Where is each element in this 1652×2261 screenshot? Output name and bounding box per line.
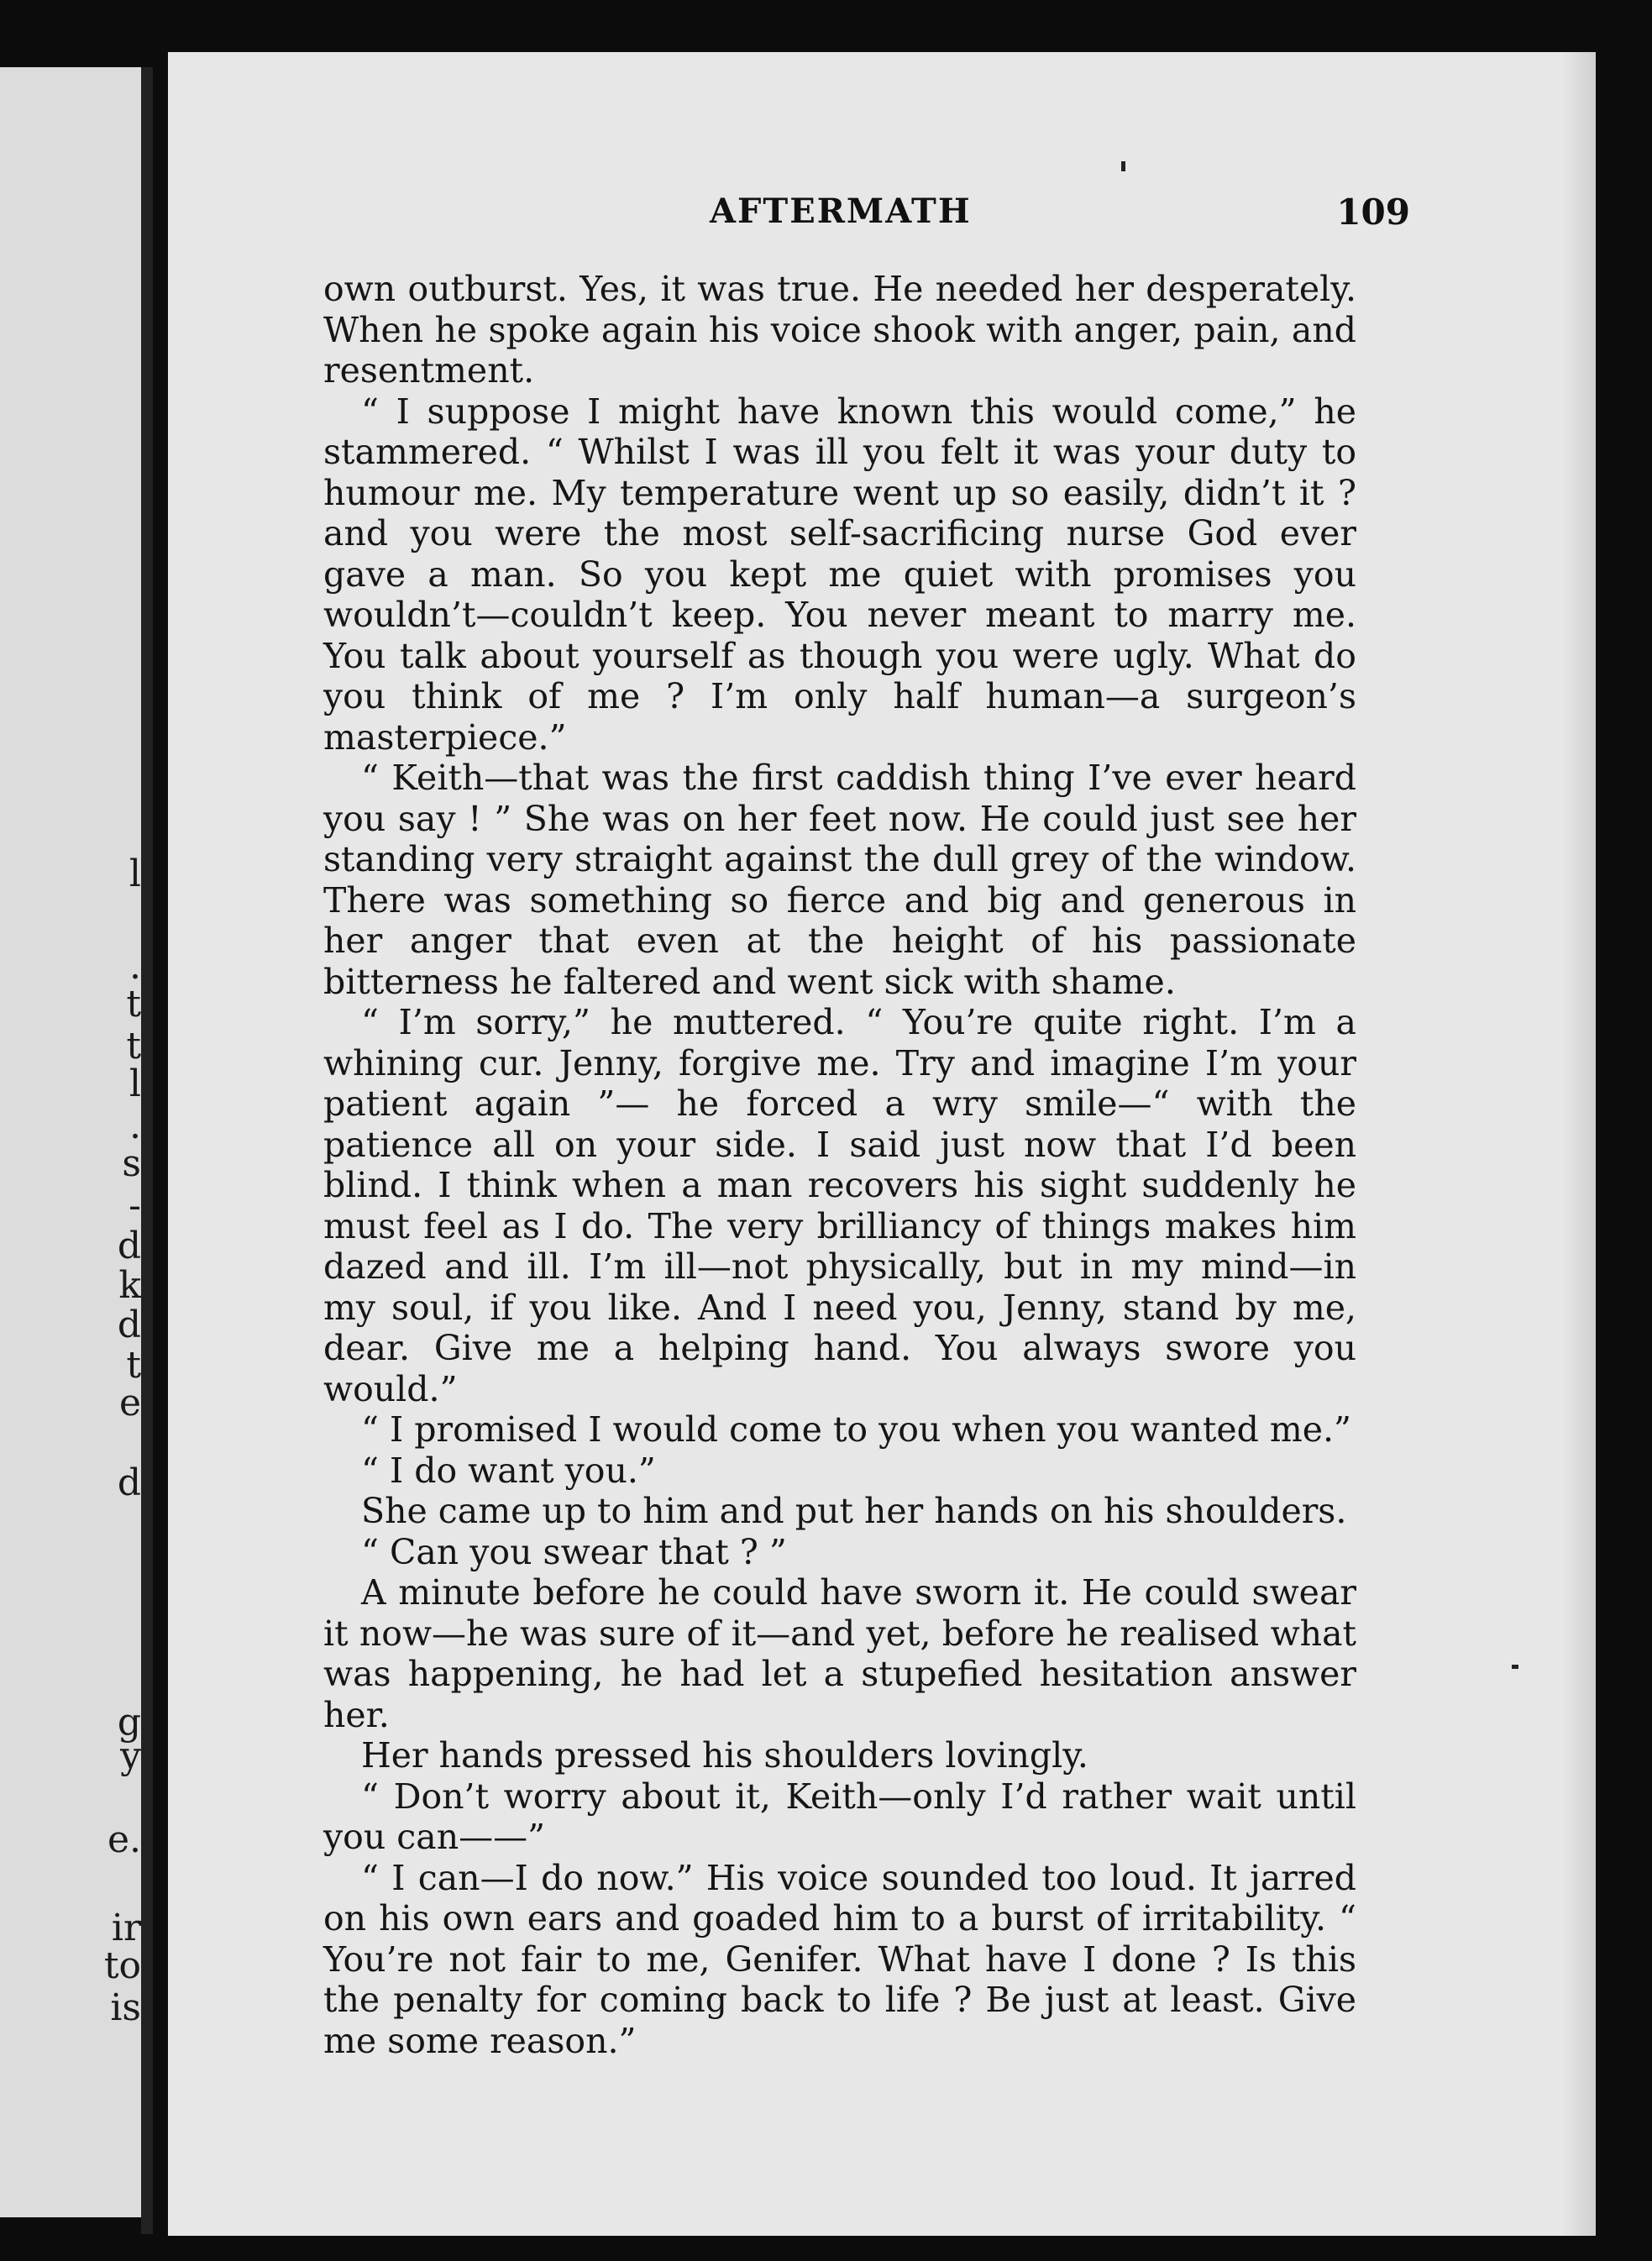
page-edge-shadow	[1562, 52, 1596, 2236]
left-page-fragment: -	[128, 1184, 141, 1227]
left-page-fragment: is	[110, 1986, 141, 2029]
left-page-fragment: d	[117, 1304, 141, 1346]
left-page-fragment: s	[122, 1142, 141, 1185]
left-page-fragment: .	[129, 945, 141, 988]
left-page-fragment: l	[128, 1062, 141, 1105]
scan-speck	[1121, 161, 1125, 171]
left-page-fragment: ir	[111, 1907, 141, 1949]
paragraph: “ Don’t worry about it, Keith—only I’d rather wait until you can——”	[323, 1776, 1356, 1857]
left-page-fragment: t	[126, 983, 141, 1026]
book-gutter	[141, 67, 153, 2234]
paragraph: “ I suppose I might have known this would come,” he stammered. “ Whilst I was ill you felt it was your duty to humour me. My temperature went up so easily, didn’t it ? and you were the most self-sacrificing nurse God ever gave a man. So you kept me quiet with promises you wouldn’t—couldn’t keep. You never meant to marry me. You talk about yourself as though you were ugly. What do you think of me ? I’m only half human—a surgeon’s masterpiece.”	[323, 391, 1356, 758]
left-page-fragment: e.	[107, 1818, 141, 1861]
paragraph: “ I can—I do now.” His voice sounded too loud. It jarred on his own ears and goaded him to a burst of irritability. “ You’re not fair to me, Genifer. What have I done ? Is this the penalty for coming back to life ? Be just at least. Give me some reason.”	[323, 1857, 1356, 2061]
left-page-edge	[0, 67, 153, 2217]
paragraph: own outburst. Yes, it was true. He needed her desperately. When he spoke again his voice shook with anger, pain, and resentment.	[323, 269, 1356, 391]
left-page-fragment: k	[118, 1264, 141, 1307]
left-page-fragment: l	[128, 852, 141, 895]
left-page-fragment: d	[117, 1225, 141, 1267]
paragraph: “ I’m sorry,” he muttered. “ You’re quite right. I’m a whining cur. Jenny, forgive me. Try and imagine I’m your patient again ”— he forced a wry smile—“ with the patience all on your side. I said just now that I’d been blind. I think when a man recovers his sight suddenly he must feel as I do. The very brilliancy of things makes him dazed and ill. I’m ill—not physically, but in my mind—in my soul, if you like. And I need you, Jenny, stand by me, dear. Give me a helping hand. You always swore you would.”	[323, 1002, 1356, 1409]
running-head: AFTERMATH	[710, 191, 972, 231]
paragraph: “ Keith—that was the first caddish thing I’ve ever heard you say ! ” She was on her feet now. He could just see her standing very straight against the dull grey of the window. There was something so fierce and big and generous in her anger that even at the height of his passionate bitterness he faltered and went sick with shame.	[323, 758, 1356, 1002]
left-page-fragment: d	[117, 1461, 141, 1504]
paragraph: A minute before he could have sworn it. He could swear it now—he was sure of it—and yet, before he realised what was happening, he had let a stupefied hesitation answer her.	[323, 1572, 1356, 1735]
left-page-fragment: t	[126, 1025, 141, 1068]
left-page-fragment: g	[117, 1701, 141, 1744]
page-number: 109	[1336, 191, 1410, 233]
scan-speck	[1512, 1665, 1518, 1669]
body-text	[323, 269, 1356, 2061]
paragraph: “ I do want you.”	[361, 1450, 656, 1491]
left-page-fragment: e	[118, 1382, 141, 1424]
left-page-fragment: y	[120, 1734, 141, 1777]
paragraph: “ Can you swear that ? ”	[361, 1531, 787, 1572]
left-page-fragment: t	[126, 1344, 141, 1387]
paragraph: Her hands pressed his shoulders lovingly.	[361, 1735, 1088, 1776]
paragraph: “ I promised I would come to you when you wanted me.”	[361, 1409, 1352, 1450]
page-header	[302, 191, 1410, 259]
left-page-fragment: to	[103, 1944, 141, 1987]
left-page-fragment: .	[129, 1104, 141, 1147]
paragraph: She came up to him and put her hands on his shoulders.	[361, 1491, 1347, 1531]
